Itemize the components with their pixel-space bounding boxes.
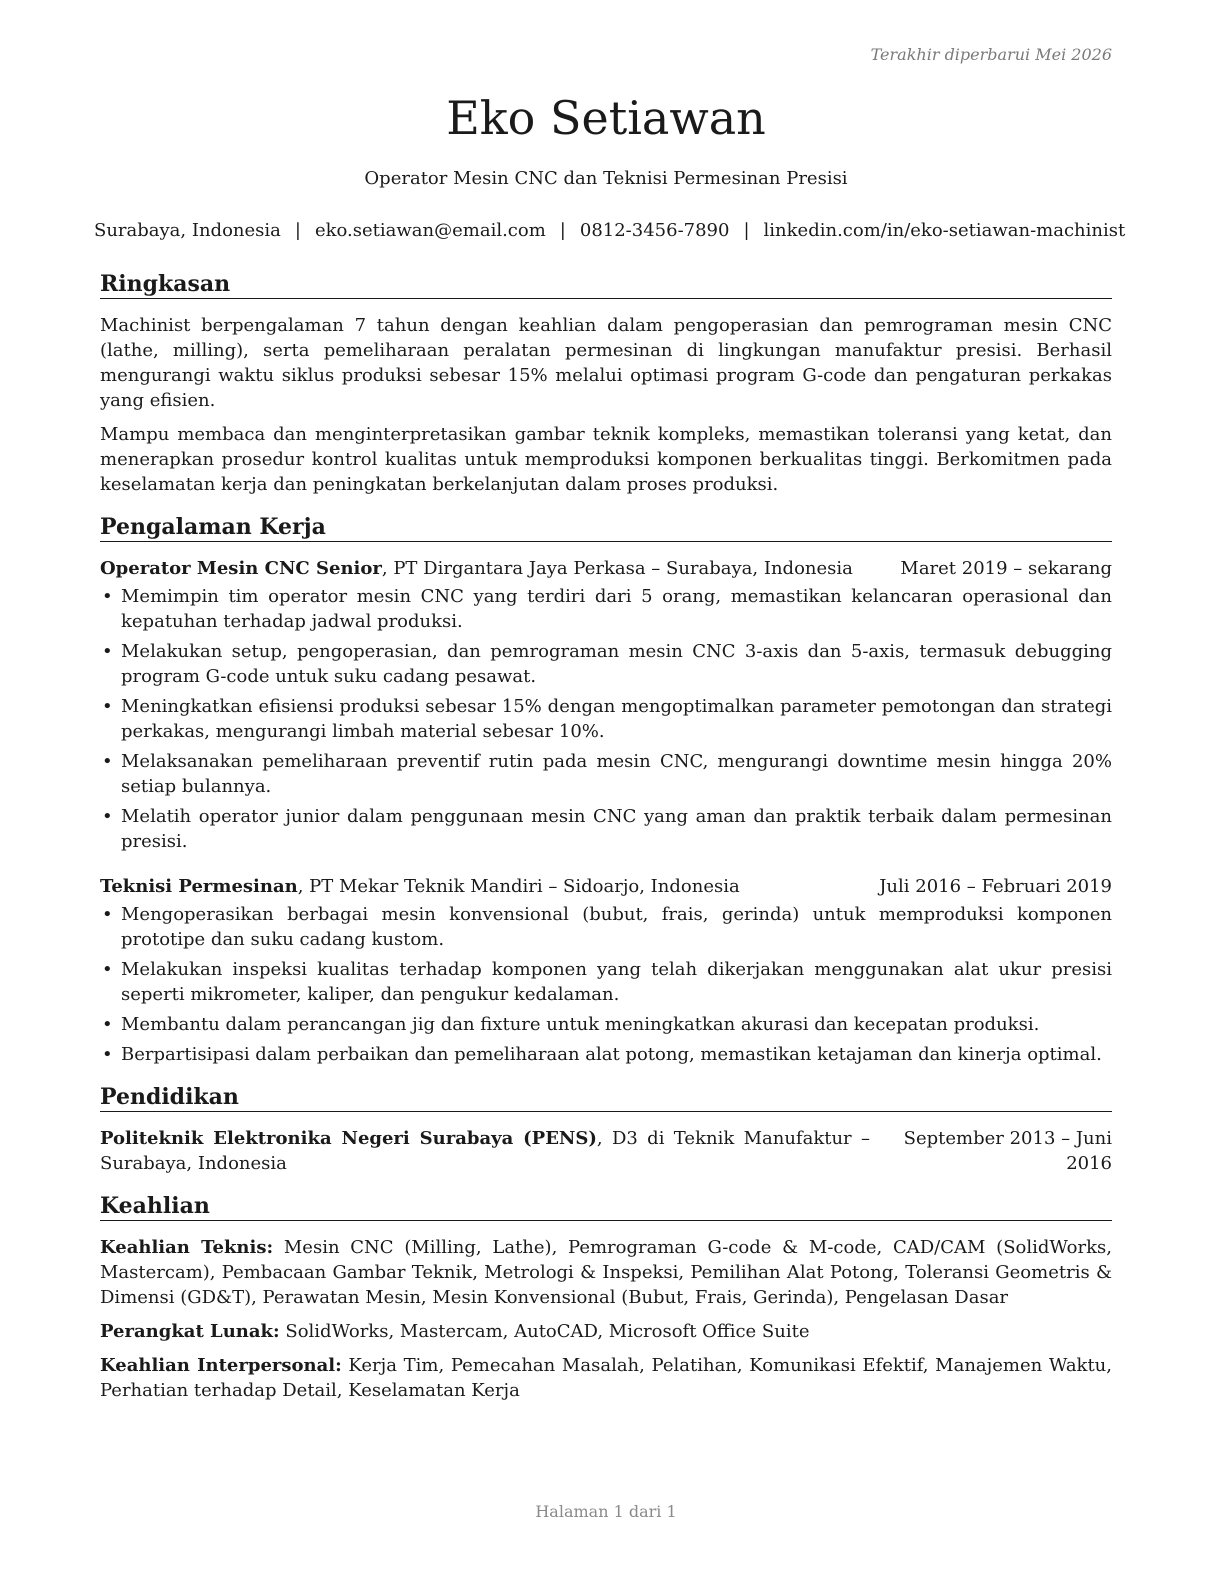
skill-group-label: Keahlian Teknis: [100, 1237, 274, 1258]
list-item: • Meningkatkan efisiensi produksi sebesar 15% dengan mengoptimalkan parameter pemotongan dan strategi perkakas, mengurangi limbah material sebesar 10%. [100, 694, 1112, 744]
skill-group-text: Kerja Tim, Pemecahan Masalah, Pelatihan, Komunikasi Efektif, Manajemen Waktu, Perhatian terhadap Detail, Keselamatan Kerja [100, 1355, 1113, 1401]
contact-separator: | [294, 220, 301, 241]
skill-group-text: Mesin CNC (Milling, Lathe), Pemrograman G-code & M-code, CAD/CAM (SolidWorks, Mastercam), Pembacaan Gambar Teknik, Metrologi & Inspeksi, Pemilihan Alat Potong, Toleransi Geometris & Dimensi (GD&T), Perawatan Mesin, Mesin Konvensional (Bubut, Frais, Gerinda), Pengelasan Dasar [100, 1237, 1112, 1308]
job-bullets [100, 584, 1112, 854]
summary-paragraph: Mampu membaca dan menginterpretasikan gambar teknik kompleks, memastikan toleransi yang ketat, dan menerapkan prosedur kontrol kualitas untuk memproduksi komponen berkualitas tinggi. Berkomitmen pada keselamatan kerja dan peningkatan berkelanjutan dalam proses produksi. [100, 424, 1112, 495]
job-entry [100, 874, 1112, 1067]
skill-group [100, 1235, 1112, 1310]
education-institution-line [100, 1126, 870, 1176]
list-item: • Melakukan setup, pengoperasian, dan pemrograman mesin CNC 3-axis dan 5-axis, termasuk debugging program G-code untuk suku cadang pesawat. [100, 639, 1112, 689]
experience-section [100, 513, 1112, 1067]
job-role: Operator Mesin CNC Senior [100, 558, 382, 579]
job-header [100, 556, 1112, 581]
contact-location: Surabaya, Indonesia [94, 220, 281, 241]
job-title-line [100, 874, 740, 899]
contact-email[interactable]: eko.setiawan@email.com [314, 220, 546, 241]
contact-separator: | [743, 220, 750, 241]
job-company: , PT Mekar Teknik Mandiri – Sidoarjo, Indonesia [297, 876, 740, 897]
job-entry [100, 556, 1112, 854]
skills-heading: Keahlian [100, 1192, 1112, 1221]
contact-phone[interactable]: 0812-3456-7890 [579, 220, 730, 241]
contact-line [94, 219, 1126, 243]
job-dates: Juli 2016 – Februari 2019 [879, 876, 1112, 897]
education-heading: Pendidikan [100, 1083, 1112, 1112]
skill-group [100, 1353, 1112, 1403]
last-updated-note: Terakhir diperbarui Mei 2026 [870, 45, 1112, 64]
list-item: • Membantu dalam perancangan jig dan fixture untuk meningkatkan akurasi dan kecepatan produksi. [100, 1012, 1112, 1037]
list-item: • Melatih operator junior dalam penggunaan mesin CNC yang aman dan praktik terbaik dalam permesinan presisi. [100, 804, 1112, 854]
skills-section [100, 1192, 1112, 1403]
skill-group [100, 1319, 1112, 1344]
experience-heading: Pengalaman Kerja [100, 513, 1112, 542]
candidate-name: Eko Setiawan [446, 91, 766, 145]
summary-paragraph: Machinist berpengalaman 7 tahun dengan keahlian dalam pengoperasian dan pemrograman mesin CNC (lathe, milling), serta pemeliharaan peralatan permesinan di lingkungan manufaktur presisi. Berhasil mengurangi waktu siklus produksi sebesar 15% melalui optimasi program G-code dan pengaturan perkakas yang efisien. [100, 315, 1112, 411]
education-school: Politeknik Elektronika Negeri Surabaya (PENS) [100, 1128, 597, 1149]
job-role: Teknisi Permesinan [100, 876, 298, 897]
candidate-title: Operator Mesin CNC dan Teknisi Permesinan Presisi [364, 168, 848, 189]
resume-page [94, 0, 1126, 1584]
summary-section [100, 270, 1112, 497]
skill-group-text: SolidWorks, Mastercam, AutoCAD, Microsoft Office Suite [279, 1321, 810, 1342]
job-dates: Maret 2019 – sekarang [900, 558, 1112, 579]
education-entry [100, 1126, 1112, 1176]
job-company: , PT Dirgantara Jaya Perkasa – Surabaya, Indonesia [381, 558, 853, 579]
summary-heading: Ringkasan [100, 270, 1112, 299]
contact-linkedin[interactable]: linkedin.com/in/eko-setiawan-machinist [763, 220, 1126, 241]
education-dates: September 2013 – Juni 2016 [903, 1128, 1112, 1174]
skill-group-label: Keahlian Interpersonal: [100, 1355, 342, 1376]
education-section [100, 1083, 1112, 1176]
skill-group-label: Perangkat Lunak: [100, 1321, 280, 1342]
list-item: • Melaksanakan pemeliharaan preventif rutin pada mesin CNC, mengurangi downtime mesin hingga 20% setiap bulannya. [100, 749, 1112, 799]
page-number: Halaman 1 dari 1 [535, 1502, 677, 1521]
list-item: • Memimpin tim operator mesin CNC yang terdiri dari 5 orang, memastikan kelancaran operasional dan kepatuhan terhadap jadwal produksi. [100, 584, 1112, 634]
contact-separator: | [559, 220, 566, 241]
resume-body [100, 270, 1112, 1419]
job-title-line [100, 556, 853, 581]
education-detail: , D3 di Teknik Manufaktur – Surabaya, Indonesia [100, 1128, 871, 1174]
job-bullets [100, 902, 1112, 1067]
job-header [100, 874, 1112, 899]
list-item: • Melakukan inspeksi kualitas terhadap komponen yang telah dikerjakan menggunakan alat ukur presisi seperti mikrometer, kaliper, dan pengukur kedalaman. [100, 957, 1112, 1007]
list-item: • Mengoperasikan berbagai mesin konvensional (bubut, frais, gerinda) untuk memproduksi komponen prototipe dan suku cadang kustom. [100, 902, 1112, 952]
list-item: • Berpartisipasi dalam perbaikan dan pemeliharaan alat potong, memastikan ketajaman dan kinerja optimal. [100, 1042, 1112, 1067]
